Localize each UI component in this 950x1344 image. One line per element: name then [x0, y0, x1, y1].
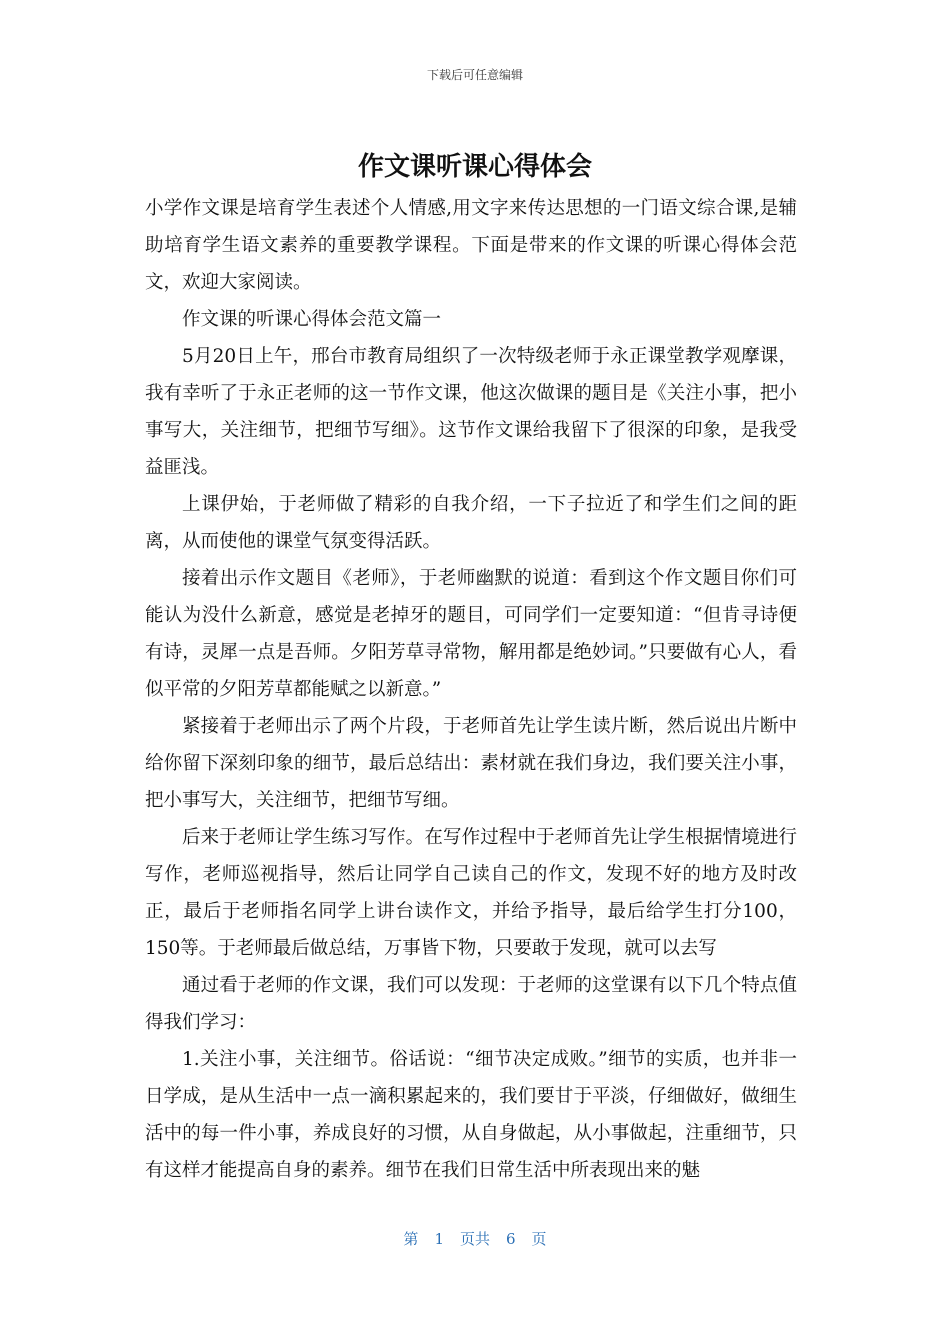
paragraph: 通过看于老师的作文课，我们可以发现：于老师的这堂课有以下几个特点值得我们学习： [145, 975, 797, 1033]
footer-current-page: 1 [434, 1230, 444, 1248]
paragraph: 1.关注小事，关注细节。俗话说：“细节决定成败。”细节的实质，也并非一日学成，是从生活中一点一滴积累起来的，我们要甘于平淡，仔细做好，做细生活中的每一件小事，养成良好的习惯，从自身做起，从小事做起，注重细节，只有这样才能提高自身的素养。细节在我们日常生活中所表现出来的魅 [145, 1049, 797, 1181]
footer-middle: 页共 [459, 1230, 490, 1248]
paragraph: 后来于老师让学生练习写作。在写作过程中于老师首先让学生根据情境进行写作，老师巡视指导，然后让同学自己读自己的作文，发现不好的地方及时改正，最后于老师指名同学上讲台读作文，并给予指导，最后给学生打分100，150等。于老师最后做总结，万事皆下物，只要敢于发现，就可以去写 [145, 827, 797, 959]
document-body [145, 190, 797, 1189]
paragraph: 小学作文课是培育学生表述个人情感,用文字来传达思想的一门语文综合课,是辅助培育学生语文素养的重要教学课程。下面是带来的作文课的听课心得体会范文，欢迎大家阅读。 [145, 198, 797, 293]
paragraph: 接着出示作文题目《老师》，于老师幽默的说道：看到这个作文题目你们可能认为没什么新意，感觉是老掉牙的题目，可同学们一定要知道：“但肯寻诗便有诗，灵犀一点是吾师。夕阳芳草寻常物，解用都是绝妙词。”只要做有心人，看似平常的夕阳芳草都能赋之以新意。” [145, 568, 797, 700]
footer-prefix: 第 [403, 1230, 419, 1248]
page-footer [0, 1228, 950, 1249]
header-note: 下载后可任意编辑 [426, 68, 523, 82]
paragraph: 5月20日上午，邢台市教育局组织了一次特级老师于永正课堂教学观摩课，我有幸听了于永正老师的这一节作文课，他这次做课的题目是《关注小事，把小事写大，关注细节，把细节写细》。这节作文课给我留下了很深的印象，是我受益匪浅。 [145, 346, 797, 478]
paragraph: 紧接着于老师出示了两个片段，于老师首先让学生读片断，然后说出片断中给你留下深刻印象的细节，最后总结出：素材就在我们身边，我们要关注小事，把小事写大，关注细节，把细节写细。 [145, 716, 797, 811]
footer-suffix: 页 [531, 1230, 547, 1248]
footer-total-pages: 6 [506, 1230, 516, 1248]
section-heading: 作文课的听课心得体会范文篇一 [182, 309, 442, 330]
page-title: 作文课听课心得体会 [357, 152, 592, 182]
paragraph: 上课伊始，于老师做了精彩的自我介绍，一下子拉近了和学生们之间的距离，从而使他的课堂气氛变得活跃。 [145, 494, 797, 552]
